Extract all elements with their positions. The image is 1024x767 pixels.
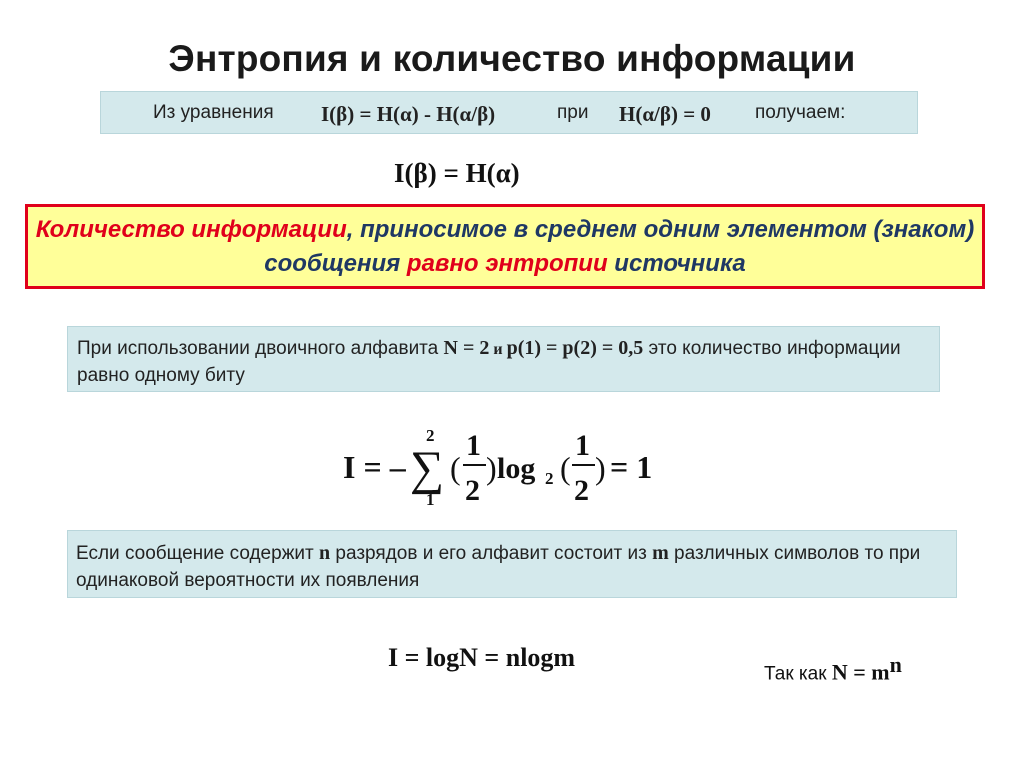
message-text-1: Если сообщение содержит bbox=[76, 543, 319, 564]
highlight-statement bbox=[25, 204, 985, 289]
binary-text-2: это количество информации равно одному биту bbox=[77, 338, 901, 386]
intro-equation: I(β) = H(α) - H(α/β) bbox=[321, 102, 496, 126]
binary-formula-2: p(1) = p(2) = 0,5 bbox=[506, 337, 644, 359]
paren-close-1: ) bbox=[486, 450, 497, 486]
since-label: Так как bbox=[764, 663, 832, 685]
main-equation: I(β) = H(α) bbox=[394, 158, 520, 188]
binary-alphabet-box bbox=[67, 326, 940, 392]
intro-condition-word: при bbox=[557, 102, 589, 123]
message-text-3: различных символов то при одинаковой вероятности их появления bbox=[76, 543, 921, 591]
highlight-part-1: Количество информации bbox=[35, 216, 347, 243]
message-n: n bbox=[319, 542, 331, 564]
binary-text-1: При использовании двоичного алфавита bbox=[77, 338, 444, 359]
fraction-1-denominator: 2 bbox=[465, 474, 480, 507]
since-note bbox=[764, 652, 902, 685]
paren-open-1: ( bbox=[450, 450, 461, 486]
log-label: log bbox=[497, 452, 536, 485]
log-base: 2 bbox=[545, 469, 554, 488]
final-equation: I = logN = nlogm bbox=[388, 643, 576, 672]
sum-result: = 1 bbox=[610, 449, 653, 485]
paren-open-2: ( bbox=[560, 450, 571, 486]
sum-upper-limit: 2 bbox=[426, 426, 435, 445]
highlight-part-3: равно энтропии bbox=[406, 250, 608, 277]
sum-lower-limit: 1 bbox=[426, 490, 435, 509]
message-m: m bbox=[652, 542, 669, 564]
intro-prefix: Из уравнения bbox=[153, 102, 274, 123]
intro-box bbox=[100, 91, 918, 134]
binary-formula-1: N = 2 bbox=[443, 337, 490, 359]
message-text-2: разрядов и его алфавит состоит из bbox=[330, 543, 653, 564]
since-exponent: n bbox=[889, 652, 902, 677]
sum-sign: ∑ bbox=[410, 442, 445, 495]
paren-close-2: ) bbox=[595, 450, 606, 486]
fraction-2-denominator: 2 bbox=[574, 474, 589, 507]
intro-suffix: получаем: bbox=[755, 102, 846, 123]
fraction-2-numerator: 1 bbox=[575, 429, 590, 462]
message-box bbox=[67, 530, 957, 598]
highlight-part-2: , приносимое в среднем одним элементом (знаком) сообщения bbox=[264, 216, 975, 277]
since-formula: N = m bbox=[831, 659, 890, 685]
sum-lhs: I = – bbox=[343, 449, 406, 485]
intro-condition: H(α/β) = 0 bbox=[619, 102, 711, 126]
highlight-part-4: источника bbox=[607, 250, 746, 277]
slide-title: Энтропия и количество информации bbox=[168, 38, 856, 79]
fraction-1-numerator: 1 bbox=[466, 429, 481, 462]
binary-and: и bbox=[489, 341, 507, 358]
